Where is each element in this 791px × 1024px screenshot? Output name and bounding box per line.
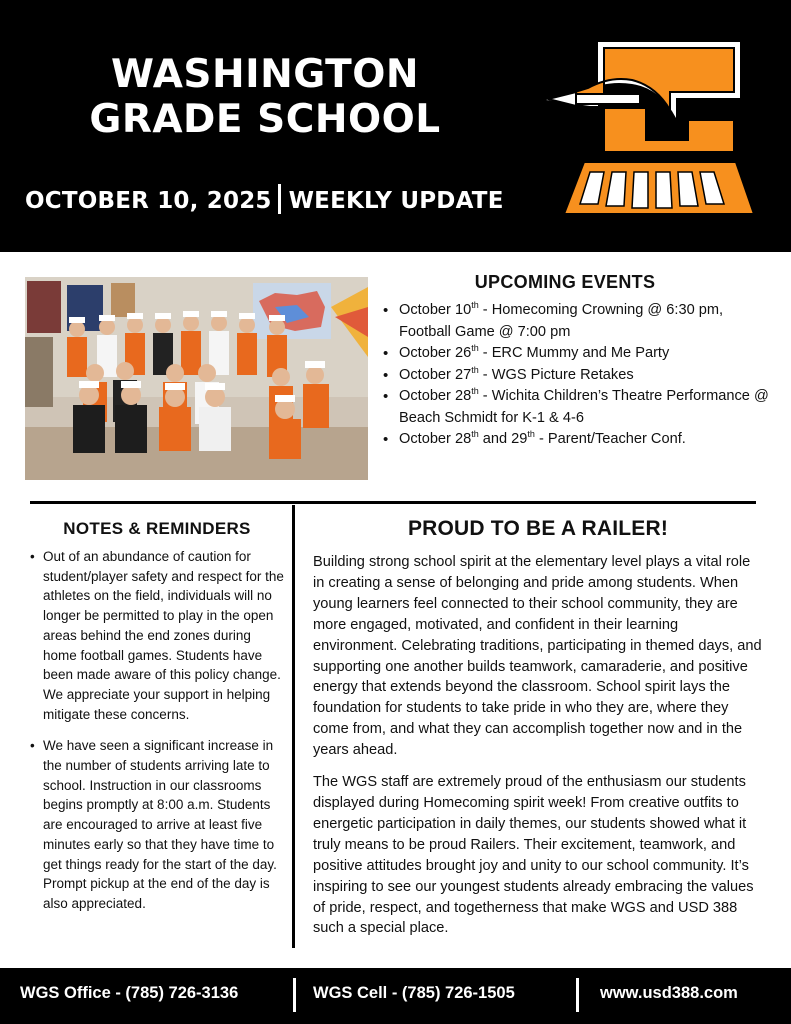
title-separator <box>278 184 281 214</box>
newsletter-date: OCTOBER 10, 2025 <box>25 188 272 214</box>
list-item <box>380 300 775 343</box>
date-suffix: th <box>471 429 479 440</box>
event-date-second: and 29 <box>478 431 528 447</box>
newsletter-subtitle: WEEKLY UPDATE <box>288 188 504 214</box>
events-title: UPCOMING EVENTS <box>474 272 656 292</box>
notes-list <box>28 547 286 914</box>
event-date: October 10 <box>399 302 472 318</box>
date-suffix: th <box>471 300 479 311</box>
event-description: - Wichita Children’s Theatre Performance @ Beach Schmidt for K-1 & 4-6 <box>399 388 769 426</box>
event-description: - Homecoming Crowning @ 6:30 pm, Football Game @ 7:00 pm <box>399 302 724 340</box>
event-date: October 27 <box>399 366 472 383</box>
school-name-line1: WASHINGTON <box>110 52 420 97</box>
footer-bar <box>0 968 791 1024</box>
article-title: PROUD TO BE A RAILER! <box>407 517 669 540</box>
event-date: October 28 <box>399 431 472 447</box>
date-suffix: th <box>471 343 479 354</box>
event-date: October 28 <box>399 388 472 404</box>
list-item <box>380 343 775 365</box>
list-item <box>380 429 775 451</box>
date-suffix: th <box>471 364 479 375</box>
vertical-divider <box>292 505 295 948</box>
list-item <box>380 365 775 387</box>
article-paragraph: Building strong school spirit at the elementary level plays a vital role in creating a sense of belonging and pride among students. When young learners feel connected to their school community, they are more engaged, motivated, and confident in their learning environment. Celebrating traditions, participating in themed days, and supporting one another builds teamwork, camaraderie, and positive energy that extends beyond the classroom. School spirit lays the foundation for students to take pride in who they are, where they come from, and what they can accomplish together now and in the years ahead. <box>313 554 762 759</box>
event-description: - Parent/Teacher Conf. <box>534 431 686 447</box>
newsletter-date-line <box>25 184 504 214</box>
event-description: - ERC Mummy and Me Party <box>478 345 670 361</box>
school-name-line2: GRADE SCHOOL <box>89 97 441 142</box>
events-list <box>380 300 775 451</box>
date-suffix: th <box>471 386 479 397</box>
list-item: • We have seen a significant increase in the number of students arriving late to school. Instruction in our classrooms begins promptly at 8:00 a.m. Students are encouraged to arrive at least five minutes early so that they have time to get things ready for the start of the day. Prompt pickup at the end of the day is also appreciated. <box>28 736 286 913</box>
school-name <box>60 52 470 142</box>
header-banner <box>0 0 791 252</box>
list-item <box>380 386 775 429</box>
event-description: - WGS Picture Retakes <box>478 366 634 383</box>
office-phone: WGS Office - (785) 726-3136 <box>20 984 239 1002</box>
cell-phone: WGS Cell - (785) 726-1505 <box>313 984 515 1002</box>
footer-separator <box>293 978 296 1012</box>
notes-title: NOTES & REMINDERS <box>63 519 251 538</box>
event-date: October 26 <box>399 345 472 361</box>
website-link[interactable]: www.usd388.com <box>600 984 738 1002</box>
article-body <box>313 552 765 939</box>
footer-separator <box>576 978 579 1012</box>
list-item: • Out of an abundance of caution for student/player safety and respect for the athletes on the field, individuals will no longer be permitted to play in the open areas behind the end zones during home football games. Students have been made aware of this policy change. We appreciate your support in helping mitigate these concerns. <box>28 547 286 724</box>
group-photo-students-icon <box>25 277 368 480</box>
horizontal-divider <box>30 501 756 504</box>
railer-e-logo-icon <box>540 36 760 226</box>
date-suffix: th <box>527 429 535 440</box>
article-paragraph: The WGS staff are extremely proud of the enthusiasm our students displayed during Homecoming spirit week! From creative outfits to energetic participation in daily themes, our students showed what it truly means to be proud Railers. Their excitement, teamwork, and positive attitudes brought joy and unity to our school community. It’s inspiring to see our youngest students already embracing the values of pride, respect, and togetherness that make WGS and USD 388 such a special place. <box>313 774 754 937</box>
